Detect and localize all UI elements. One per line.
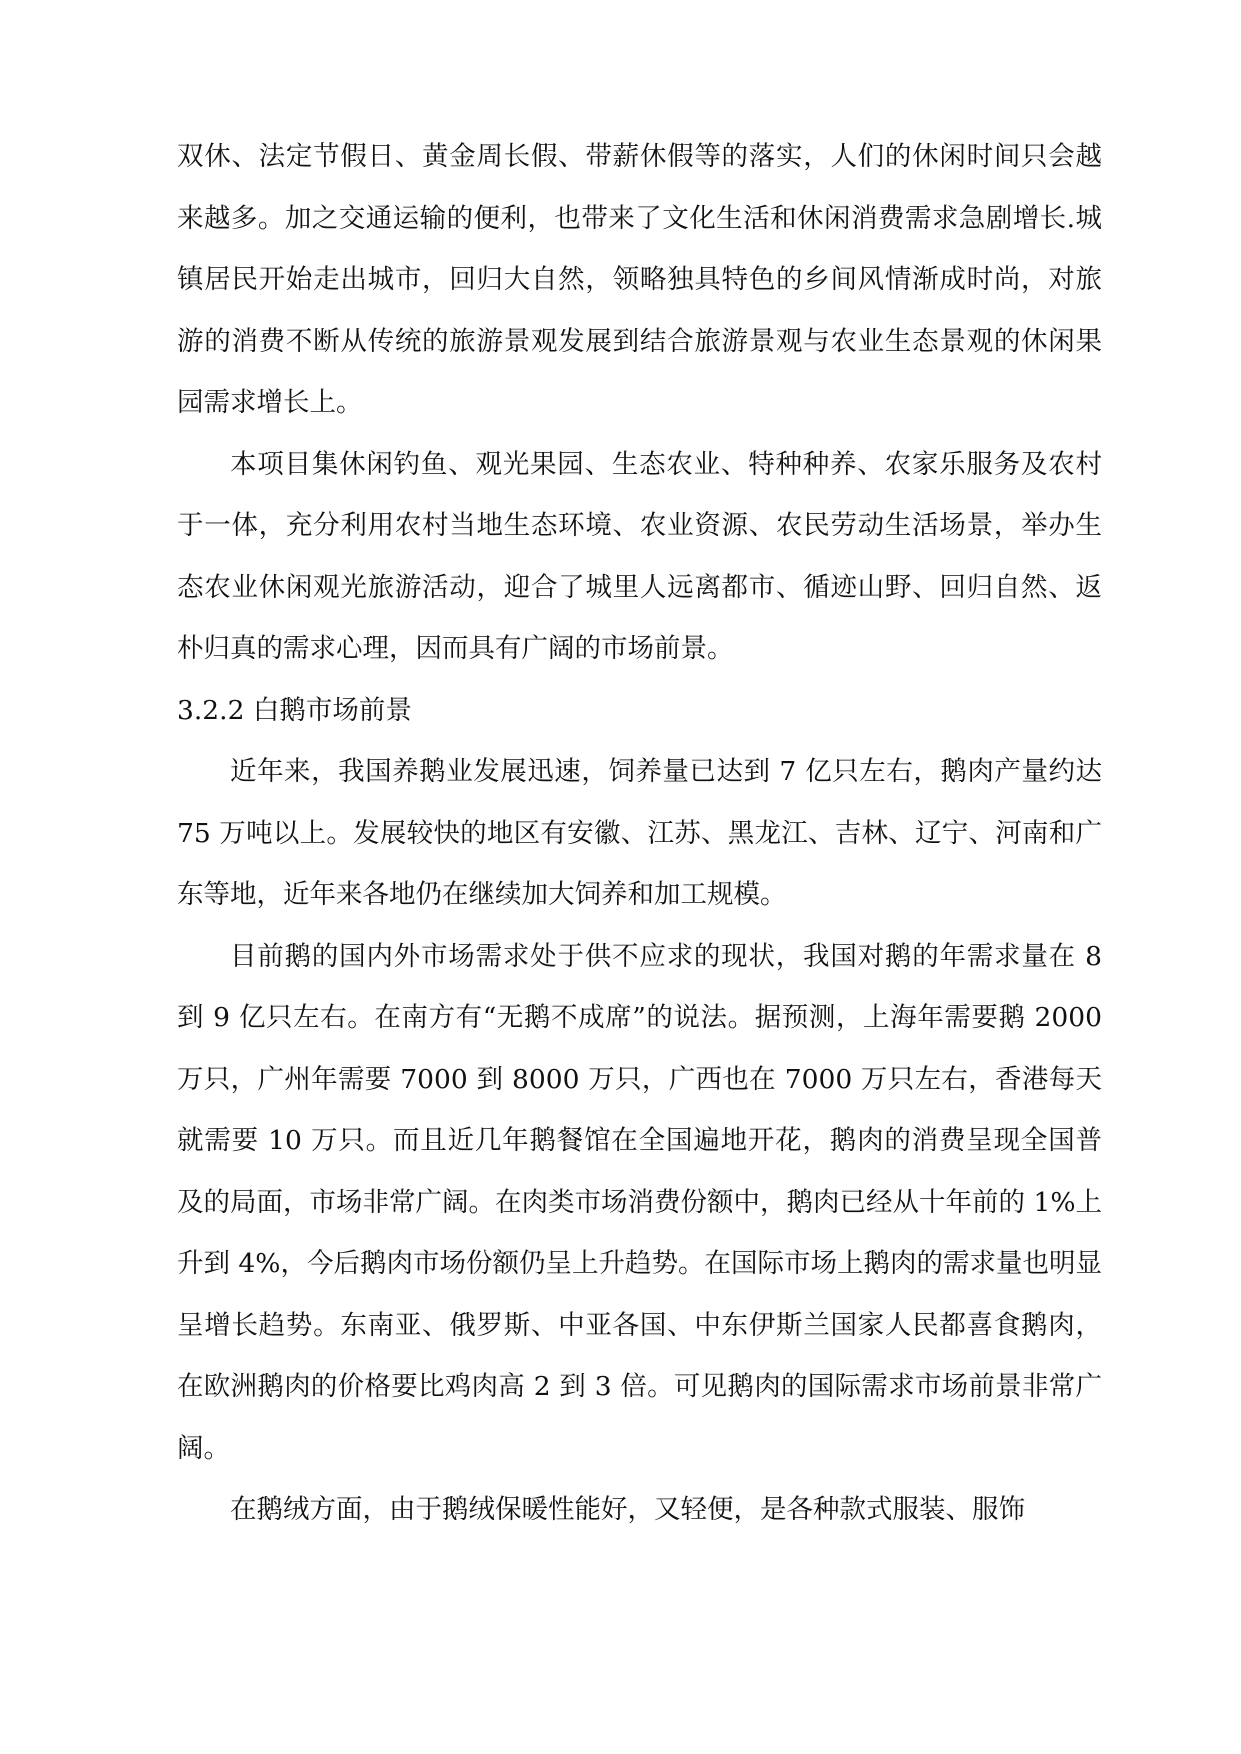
document-body [177,126,1102,1541]
paragraph-goose-down: 在鹅绒方面，由于鹅绒保暖性能好，又轻便，是各种款式服装、服饰 [230,1494,1025,1525]
paragraph-goose-market-demand: 目前鹅的国内外市场需求处于供不应求的现状，我国对鹅的年需求量在 8 到 9 亿只左右。在南方有“无鹅不成席”的说法。据预测，上海年需要鹅 2000 万只，广州年需要 7000 到 8000 万只，广西也在 7000 万只左右，香港每天就需要 10 万只。而且近几年鹅餐馆在全国遍地开花，鹅肉的消费呈现全国普及的局面，市场非常广阔。在肉类市场消费份额中，鹅肉已经从十年前的 1%上升到 4%，今后鹅肉市场份额仍呈上升趋势。在国际市场上鹅肉的需求量也明显呈增长趋势。东南亚、俄罗斯、中亚各国、中东伊斯兰国家人民都喜食鹅肉，在欧洲鹅肉的价格要比鸡肉高 2 到 3 倍。可见鹅肉的国际需求市场前景非常广阔。 [177,940,1102,1464]
paragraph-leisure-demand: 双休、法定节假日、黄金周长假、带薪休假等的落实，人们的休闲时间只会越来越多。加之交通运输的便利，也带来了文化生活和休闲消费需求急剧增长.城镇居民开始走出城市，回归大自然，领略独具特色的乡间风情渐成时尚，对旅游的消费不断从传统的旅游景观发展到结合旅游景观与农业生态景观的休闲果园需求增长上。 [177,141,1102,418]
paragraph-project-overview: 本项目集休闲钓鱼、观光果园、生态农业、特种种养、农家乐服务及农村于一体，充分利用农村当地生态环境、农业资源、农民劳动生活场景，举办生态农业休闲观光旅游活动，迎合了城里人远离都市、循迹山野、回归自然、返朴归真的需求心理，因而具有广阔的市场前景。 [177,448,1102,664]
section-heading: 3.2.2 白鹅市场前景 [177,694,412,726]
paragraph-goose-industry: 近年来，我国养鹅业发展迅速，饲养量已达到 7 亿只左右，鹅肉产量约达 75 万吨以上。发展较快的地区有安徽、江苏、黑龙江、吉林、辽宁、河南和广东等地，近年来各地仍在继续加大饲养和加工规模。 [177,756,1102,910]
